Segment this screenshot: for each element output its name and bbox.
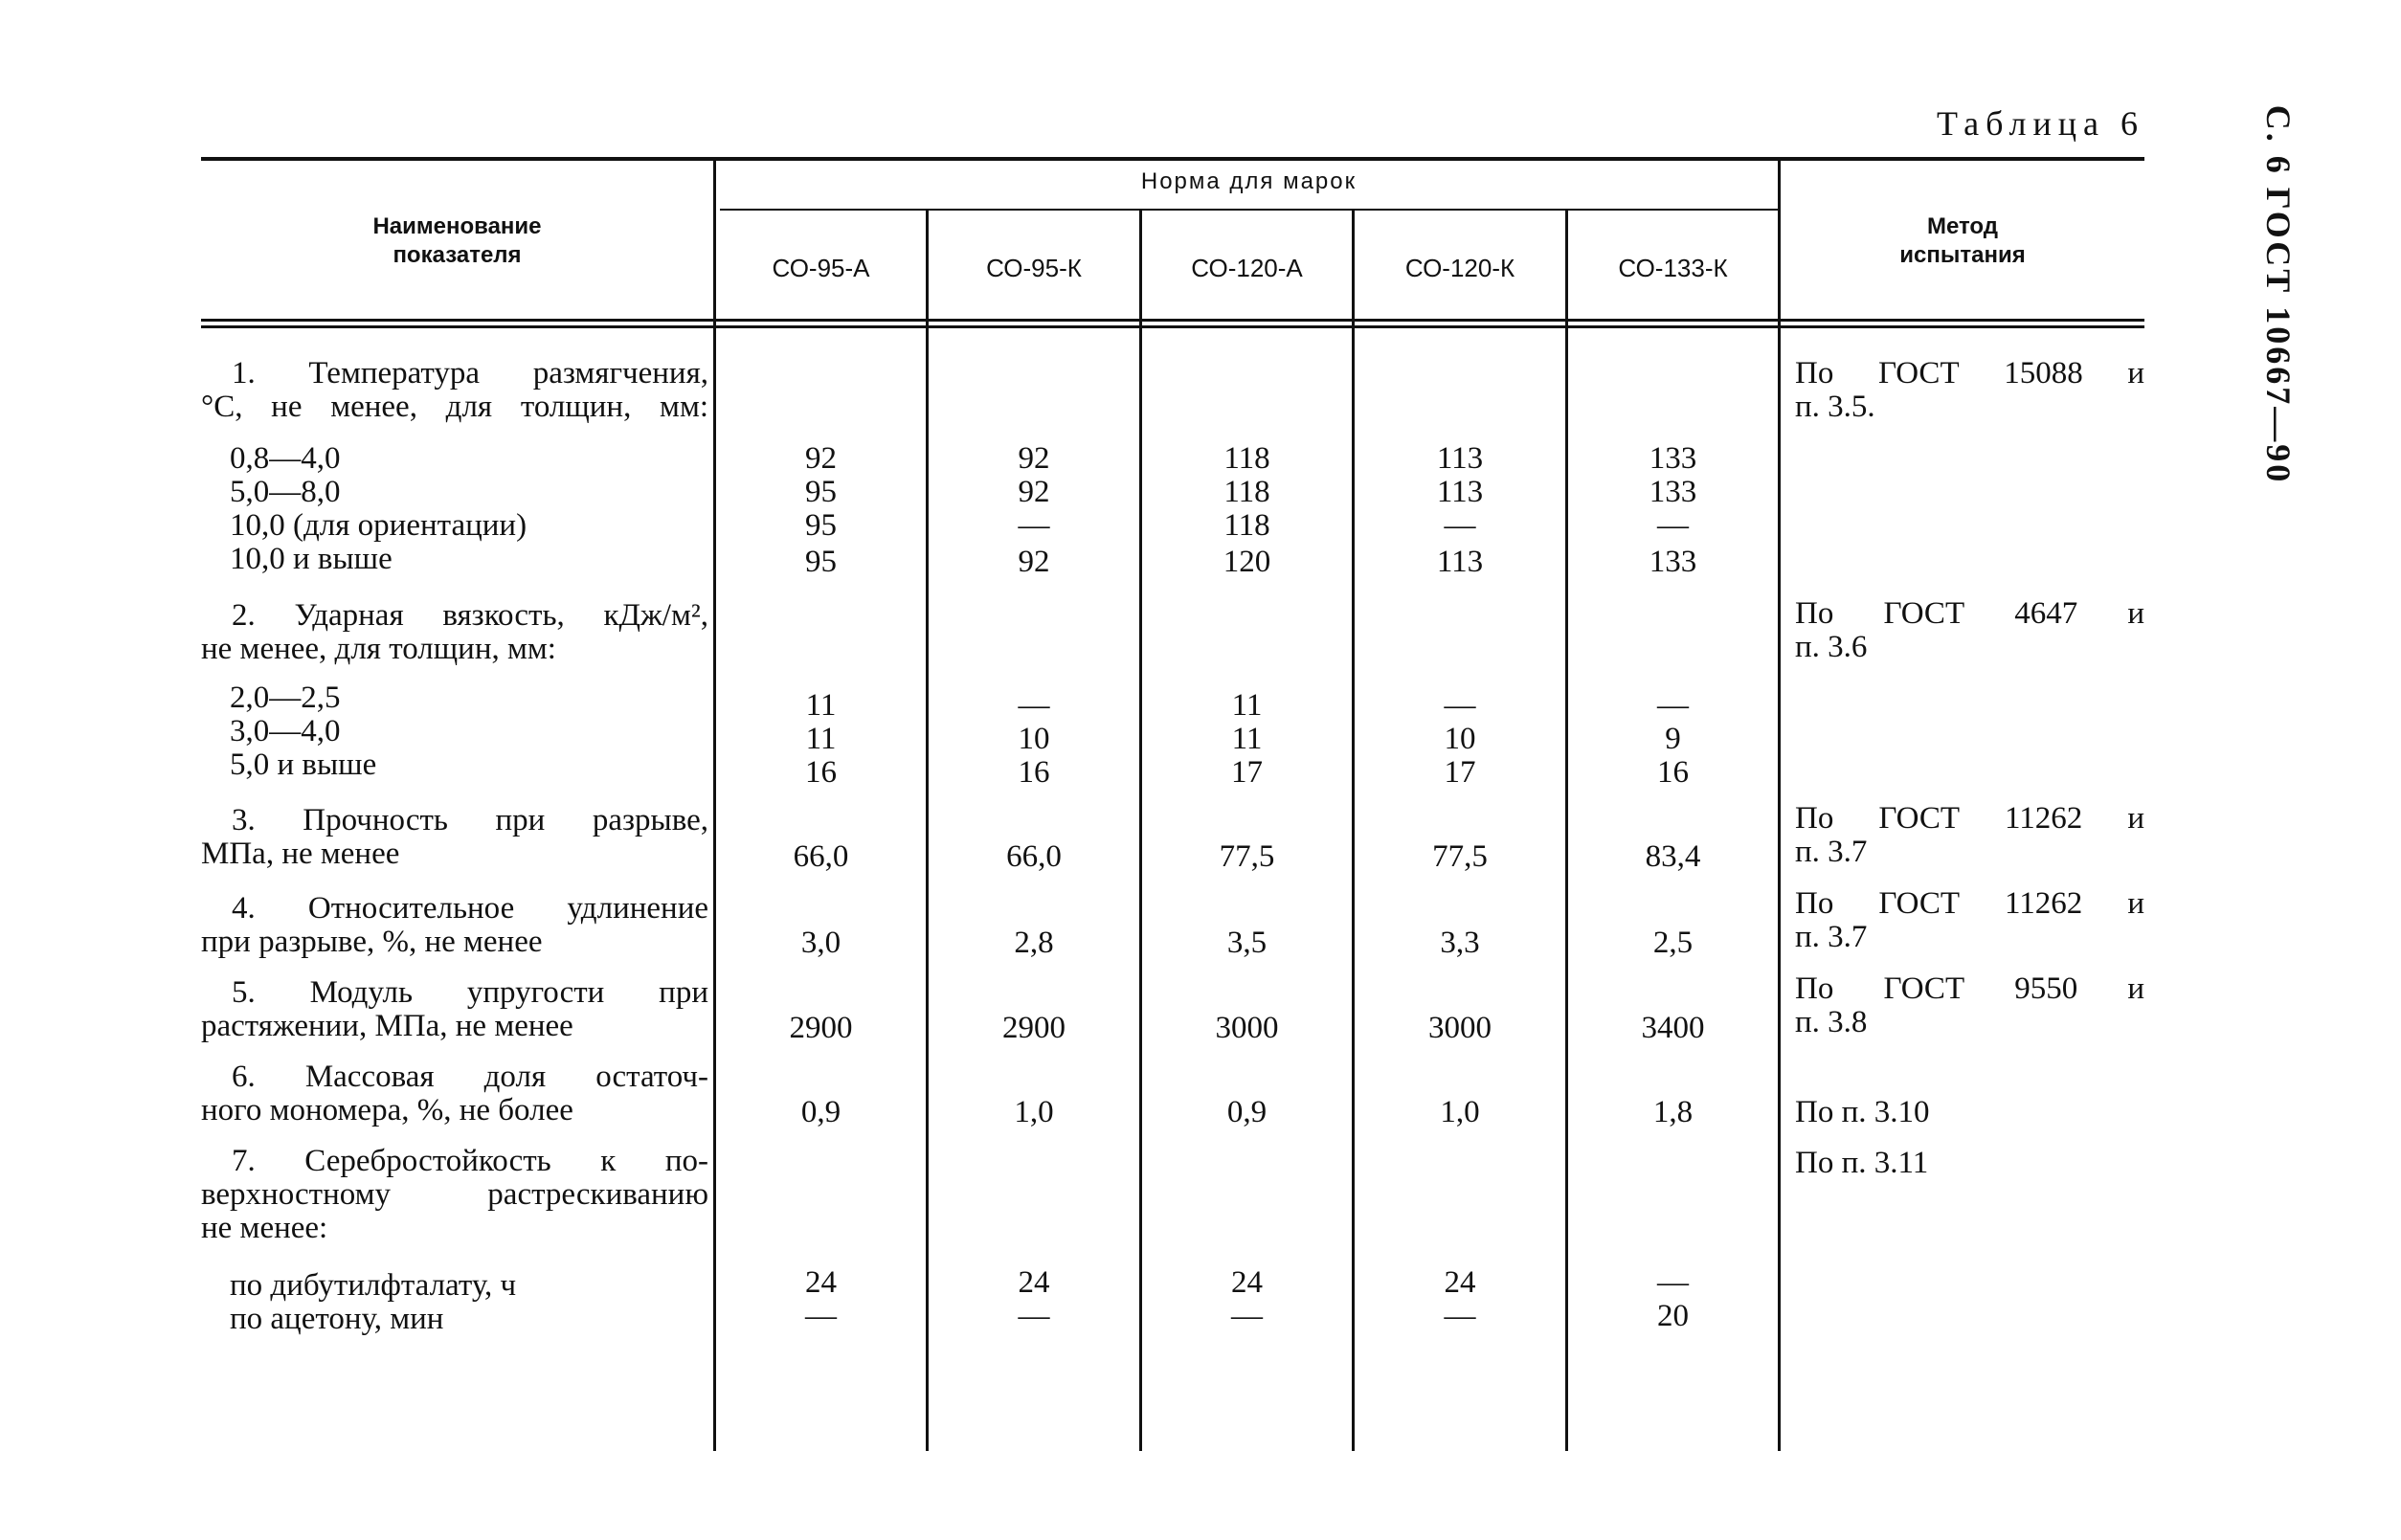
row-1-sub-2-val-2: 92 (1018, 475, 1050, 509)
header-grade-5: СО-133-К (1618, 254, 1728, 282)
page-side-header (2250, 104, 2307, 485)
row-4-val-4: 3,3 (1440, 926, 1480, 960)
row-2-sub-3-val-4: 17 (1444, 755, 1476, 790)
row-2-sub-3-val-3: 17 (1231, 755, 1263, 790)
row-1-sub-2-val-3: 118 (1223, 475, 1270, 509)
header-grade-4: СО-120-К (1404, 254, 1515, 282)
row-6-val-1: 0,9 (800, 1095, 841, 1129)
row-7-sub-2-val-2: — (1018, 1299, 1050, 1333)
row-2-sub-3-val-5: 16 (1657, 755, 1689, 790)
row-1-sub-2-val-5: 133 (1649, 475, 1697, 509)
row-2-sub-1-val-4: — (1444, 688, 1476, 723)
row-7-sub-2-val-4: — (1444, 1299, 1476, 1333)
row-5-method: По ГОСТ 9550 и п. 3.8 (1795, 971, 2144, 1039)
row-2-sub-3-label: 5,0 и выше (230, 748, 377, 782)
header-name-col: Наименование показателя (372, 213, 542, 268)
row-1-sub-2-val-1: 95 (805, 475, 837, 509)
row-1-sub-4-val-4: 113 (1436, 545, 1484, 579)
header-grade-3: СО-120-А (1191, 254, 1303, 282)
row-1-name: 1. Температура размягчения, °С, не менее, для толщин, мм: (201, 356, 708, 424)
header-grade-1: СО-95-А (772, 254, 870, 282)
row-5-val-3: 3000 (1215, 1011, 1279, 1045)
row-2-sub-3-val-1: 16 (805, 755, 837, 790)
row-3-name: 3. Прочность при разрыве, МПа, не менее (201, 803, 708, 871)
side-header-text: С. 6 ГОСТ 10667—90 (2259, 104, 2298, 485)
row-2-method: По ГОСТ 4647 и п. 3.6 (1795, 596, 2144, 664)
row-4-name: 4. Относительное удлинение при разрыве, %, не менее (201, 891, 708, 959)
row-7-sub-2-val-3: — (1231, 1299, 1263, 1333)
row-2-sub-2-label: 3,0—4,0 (230, 714, 341, 748)
row-5-val-5: 3400 (1641, 1011, 1705, 1045)
row-6-val-3: 0,9 (1226, 1095, 1268, 1129)
row-7-sub-1-val-2: 24 (1018, 1265, 1050, 1300)
row-2-sub-3-val-2: 16 (1018, 755, 1050, 790)
row-6-method: По п. 3.10 (1795, 1095, 1930, 1129)
row-1-sub-1-label: 0,8—4,0 (230, 441, 341, 476)
header-bottom-rule-2 (201, 325, 2144, 328)
row-2-sub-2-val-5: 9 (1665, 722, 1681, 756)
row-4-val-1: 3,0 (800, 926, 841, 960)
col-divider-1 (926, 211, 929, 1451)
col-divider-2 (1139, 211, 1142, 1451)
row-1-sub-4-val-1: 95 (805, 545, 837, 579)
row-6-val-5: 1,8 (1652, 1095, 1694, 1129)
row-2-sub-2-val-3: 11 (1231, 722, 1263, 756)
row-4-val-2: 2,8 (1014, 926, 1054, 960)
row-1-sub-1-val-5: 133 (1649, 441, 1697, 476)
row-2-sub-1-val-5: — (1657, 688, 1689, 723)
row-2-sub-1-label: 2,0—2,5 (230, 681, 341, 715)
row-1-sub-3-val-1: 95 (805, 508, 837, 543)
row-4-method: По ГОСТ 11262 и п. 3.7 (1795, 886, 2144, 954)
row-1-sub-2-val-4: 113 (1436, 475, 1484, 509)
row-2-sub-1-val-3: 11 (1231, 688, 1263, 723)
header-grade-2: СО-95-К (986, 254, 1082, 282)
col-divider-4 (1565, 211, 1568, 1451)
row-1-sub-3-val-5: — (1657, 508, 1689, 543)
row-1-sub-2-label: 5,0—8,0 (230, 475, 341, 509)
row-1-sub-1-val-2: 92 (1018, 441, 1050, 476)
row-4-val-3: 3,5 (1226, 926, 1268, 960)
col-divider-3 (1352, 211, 1355, 1451)
row-6-name: 6. Массовая доля остаточ- ного мономера, %, не более (201, 1060, 708, 1127)
row-7-sub-1-val-4: 24 (1444, 1265, 1476, 1300)
row-2-sub-2-val-2: 10 (1018, 722, 1050, 756)
row-1-sub-4-label: 10,0 и выше (230, 542, 393, 576)
row-3-method: По ГОСТ 11262 и п. 3.7 (1795, 801, 2144, 869)
row-7-sub-2-val-1: — (805, 1299, 837, 1333)
row-7-sub-2-label: по ацетону, мин (230, 1302, 444, 1336)
row-1-sub-4-val-3: 120 (1223, 545, 1271, 579)
row-1-sub-4-val-5: 133 (1649, 545, 1697, 579)
header-method-col: Метод испытания (1899, 213, 2026, 268)
col-divider-name (713, 161, 716, 1451)
row-3-val-4: 77,5 (1432, 839, 1488, 874)
row-1-method: По ГОСТ 15088 и п. 3.5. (1795, 356, 2144, 424)
row-1-sub-1-val-4: 113 (1436, 441, 1484, 476)
row-1-sub-3-val-3: 118 (1223, 508, 1270, 543)
row-7-sub-1-val-1: 24 (805, 1265, 837, 1300)
row-3-val-1: 66,0 (793, 839, 849, 874)
row-5-val-1: 2900 (789, 1011, 853, 1045)
row-7-sub-1-val-5: — (1657, 1265, 1689, 1300)
row-7-sub-1-label: по дибутилфталату, ч (230, 1268, 517, 1303)
col-divider-method (1778, 161, 1781, 1451)
row-6-val-2: 1,0 (1014, 1095, 1054, 1129)
row-3-val-2: 66,0 (1006, 839, 1062, 874)
row-2-sub-2-val-1: 11 (805, 722, 837, 756)
row-1-sub-3-val-4: — (1444, 508, 1476, 543)
row-7-sub-1-val-3: 24 (1231, 1265, 1263, 1300)
row-1-sub-4-val-2: 92 (1018, 545, 1050, 579)
row-7-sub-2-val-5: 20 (1657, 1299, 1689, 1333)
row-5-name: 5. Модуль упругости при растяжении, МПа, не менее (201, 975, 708, 1043)
row-1-sub-1-val-1: 92 (805, 441, 837, 476)
row-2-sub-1-val-2: — (1018, 688, 1050, 723)
row-5-val-4: 3000 (1428, 1011, 1492, 1045)
table-top-rule (201, 157, 2144, 161)
row-1-sub-3-label: 10,0 (для ориентации) (230, 508, 527, 543)
row-3-val-3: 77,5 (1219, 839, 1275, 874)
row-7-name: 7. Серебростойкость к по- верхностному растрескиванию не менее: (201, 1144, 708, 1245)
row-1-sub-1-val-3: 118 (1223, 441, 1270, 476)
row-3-val-5: 83,4 (1645, 839, 1701, 874)
header-bottom-rule-1 (201, 319, 2144, 322)
row-4-val-5: 2,5 (1652, 926, 1694, 960)
row-6-val-4: 1,0 (1440, 1095, 1480, 1129)
row-1-sub-3-val-2: — (1018, 508, 1050, 543)
row-2-sub-2-val-4: 10 (1444, 722, 1476, 756)
row-2-sub-1-val-1: 11 (805, 688, 837, 723)
row-5-val-2: 2900 (1002, 1011, 1066, 1045)
norm-group-rule (720, 209, 1778, 211)
header-norm-group: Норма для марок (1140, 168, 1358, 194)
table-caption: Таблица 6 (1937, 104, 2144, 143)
row-2-name: 2. Ударная вязкость, кДж/м², не менее, для толщин, мм: (201, 598, 708, 666)
row-7-method: По п. 3.11 (1795, 1146, 1929, 1180)
